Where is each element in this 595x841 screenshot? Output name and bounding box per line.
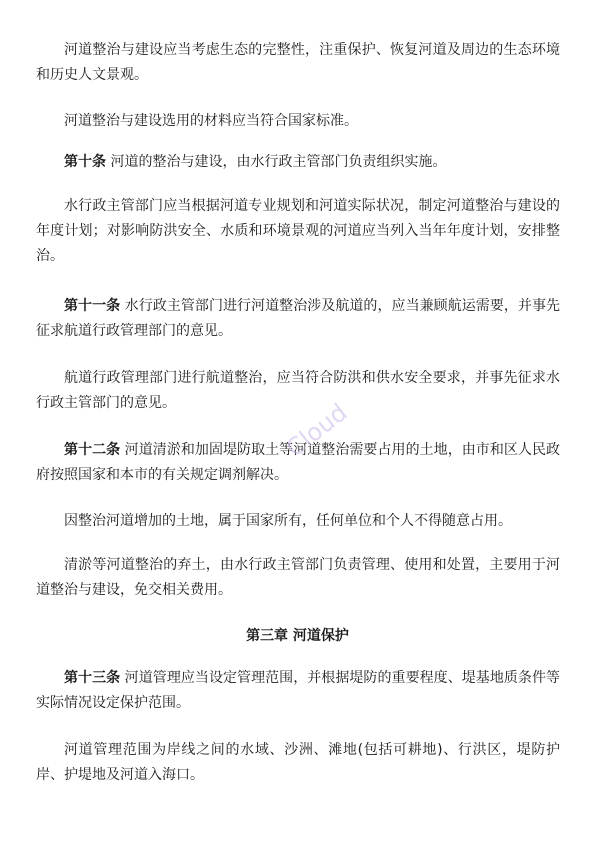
paragraph [36, 738, 560, 788]
paragraph-text: 航道行政管理部门进行航道整治，应当符合防洪和供水安全要求，并事先征求水行政主管部门的意见。 [36, 370, 560, 411]
paragraph [36, 194, 560, 269]
article-paragraph [36, 294, 560, 344]
chapter-heading: 第三章 河道保护 [246, 628, 349, 644]
paragraph-text: 河道管理范围为岸线之间的水域、沙洲、滩地(包括可耕地)、行洪区，堤防护岸、护堤地及河道入海口。 [36, 742, 560, 783]
article-paragraph [36, 150, 560, 175]
article-number: 第十三条 [64, 670, 121, 686]
article-number: 第十一条 [64, 298, 121, 314]
article-number: 第十条 [64, 154, 106, 170]
paragraph-text: 清淤等河道整治的弃土，由水行政主管部门负责管理、使用和处置，主要用于河道整治与建设，免交相关费用。 [36, 557, 560, 598]
paragraph [36, 109, 560, 134]
paragraph-text: 河道清淤和加固堤防取土等河道整治需要占用的土地，由市和区人民政府按照国家和本市的有关规定调剂解决。 [36, 442, 561, 483]
article-paragraph [36, 438, 560, 488]
paragraph [36, 509, 560, 534]
paragraph-text: 因整治河道增加的土地，属于国家所有，任何单位和个人不得随意占用。 [64, 513, 512, 529]
article-paragraph [36, 666, 560, 716]
paragraph [36, 38, 560, 88]
paragraph [36, 553, 560, 603]
paragraph [36, 366, 560, 416]
paragraph-text: 河道管理应当设定管理范围，并根据堤防的重要程度、堤基地质条件等实际情况设定保护范围。 [36, 670, 561, 711]
watermark-text: Cloud [281, 398, 353, 463]
paragraph-text: 水行政主管部门应当根据河道专业规划和河道实际状况，制定河道整治与建设的年度计划；对影响防洪安全、水质和环境景观的河道应当列入当年年度计划，安排整治。 [36, 198, 560, 264]
paragraph-text: 河道的整治与建设，由水行政主管部门负责组织实施。 [106, 154, 447, 170]
paragraph-text: 水行政主管部门进行河道整治涉及航道的，应当兼顾航运需要，并事先征求航道行政管理部门的意见。 [36, 298, 561, 339]
paragraph-text: 河道整治与建设选用的材料应当符合国家标准。 [64, 113, 358, 129]
article-number: 第十二条 [64, 442, 121, 458]
paragraph-text: 河道整治与建设应当考虑生态的完整性，注重保护、恢复河道及周边的生态环境和历史人文景观。 [36, 42, 560, 83]
